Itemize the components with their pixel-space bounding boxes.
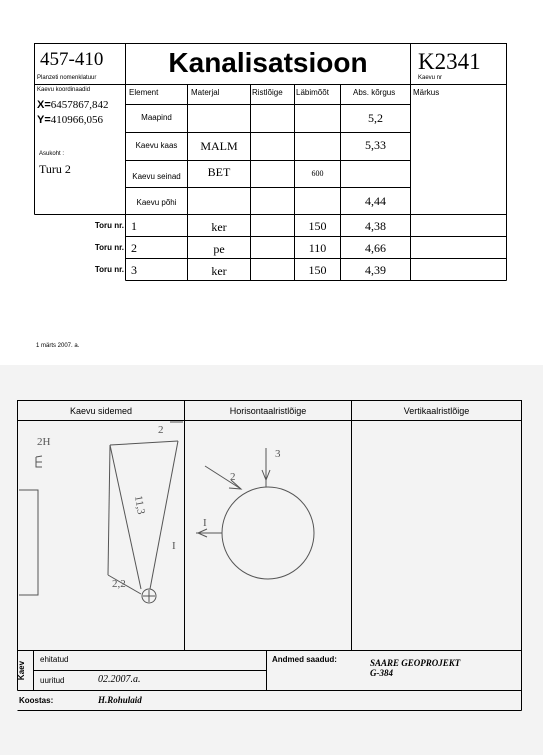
- sheet-caption: Planzeti nomenklatuur: [37, 75, 97, 81]
- y-coordinate: [37, 114, 125, 126]
- column-material: Materjal: [191, 88, 220, 97]
- column-diameter: Läbimõõt: [296, 88, 329, 97]
- author-label: Koostas:: [19, 696, 54, 705]
- pipe-diameter: 150: [308, 219, 327, 233]
- pipe-material: ker: [211, 220, 227, 234]
- pipe-height: 4,38: [365, 219, 386, 233]
- location-value: Turu 2: [39, 162, 71, 176]
- column-height: Abs. kõrgus: [353, 88, 396, 97]
- well-side-label: Kaev: [17, 660, 27, 681]
- element-name: Maapind: [141, 113, 172, 122]
- sheet-number: 457-410: [40, 49, 104, 70]
- sketch-column-vertical: Vertikaalristlõige: [403, 406, 470, 416]
- updated-label: uuritud: [40, 676, 65, 685]
- element-height: 4,44: [365, 194, 386, 208]
- pipe-label: Toru nr.: [94, 243, 124, 252]
- date-note: 1 märts 2007. a.: [36, 343, 80, 349]
- pipe-number: 2: [131, 241, 137, 255]
- coordinates-label: Kaevu koordinaadid: [37, 87, 91, 93]
- x-coordinate: [37, 99, 125, 111]
- pipe-diameter: 150: [308, 263, 327, 277]
- y-value: 410966,056: [50, 114, 104, 126]
- element-diameter: 600: [311, 169, 324, 178]
- author-value: H.Rohulaid: [98, 695, 142, 705]
- sketch-note: I: [203, 517, 207, 529]
- sketch-note: 2H: [37, 436, 51, 448]
- element-name: Kaevu seinad: [132, 172, 181, 181]
- source-code: G-384: [370, 668, 393, 678]
- page-title: Kanalisatsioon: [168, 47, 368, 78]
- element-height: 5,2: [368, 111, 383, 125]
- sketch-note: 3: [275, 448, 281, 460]
- column-element: Element: [129, 88, 159, 97]
- element-material: MALM: [200, 139, 238, 153]
- source-value: SAARE GEOPROJEKT: [370, 658, 461, 668]
- x-label: X=: [37, 99, 51, 111]
- pipe-label: Toru nr.: [94, 221, 124, 230]
- updated-value: 02.2007.a.: [98, 674, 141, 685]
- well-number: K2341: [418, 49, 481, 74]
- sketch-note: 11,3: [131, 494, 147, 516]
- column-section: Ristlõige: [252, 88, 283, 97]
- column-remarks: Märkus: [413, 88, 440, 97]
- element-name: Kaevu põhi: [136, 198, 177, 207]
- element-height: 5,33: [365, 138, 386, 152]
- location-label: Asukoht :: [39, 151, 65, 157]
- pipe-material: pe: [213, 242, 225, 256]
- x-value: 6457867,842: [50, 99, 109, 111]
- pipe-height: 4,39: [365, 263, 386, 277]
- pipe-number: 1: [131, 219, 137, 233]
- pipe-height: 4,66: [365, 241, 386, 255]
- sketch-note: I: [172, 540, 176, 552]
- sketch-note: 2: [230, 471, 236, 483]
- built-label: ehitatud: [40, 655, 69, 664]
- y-label: Y=: [37, 114, 51, 126]
- well-caption: Kaevu nr: [418, 75, 443, 81]
- sketch-column-horizontal: Horisontaalristlõige: [229, 406, 307, 416]
- sketch-note: 2,2: [112, 578, 126, 590]
- pipe-diameter: 110: [308, 241, 327, 255]
- element-name: Kaevu kaas: [135, 141, 178, 150]
- element-material: BET: [207, 165, 231, 179]
- pipe-number: 3: [131, 263, 137, 277]
- source-label: Andmed saadud:: [272, 655, 337, 664]
- sketch-column-connections: Kaevu sidemed: [69, 406, 133, 416]
- pipe-label: Toru nr.: [94, 265, 124, 274]
- sketch-note: 2: [158, 424, 164, 436]
- pipe-material: ker: [211, 264, 227, 278]
